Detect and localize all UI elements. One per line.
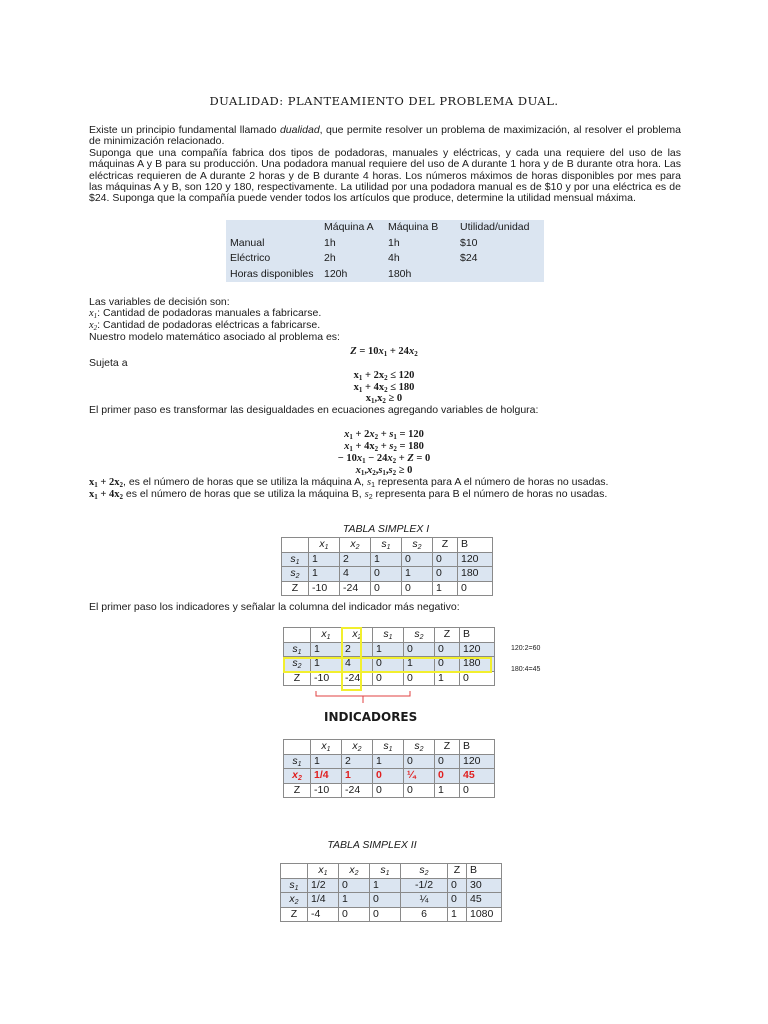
table-cell: -4	[308, 907, 339, 922]
col-header-s2: $s_2$	[401, 864, 448, 879]
table-cell: 0	[435, 642, 460, 657]
row-label-z: Z	[281, 907, 308, 922]
product-cell: 2h	[324, 252, 336, 265]
table-cell: -1/2	[401, 878, 448, 893]
row-label-z: Z	[284, 671, 311, 686]
product-cell: 180h	[388, 267, 412, 280]
product-header-utility: Utilidad/unidad	[460, 221, 530, 234]
col-header-z: Z	[433, 538, 458, 553]
product-cell: 1h	[324, 236, 336, 249]
table-cell: 1	[373, 754, 404, 769]
table-cell: 2	[342, 642, 373, 657]
product-cell: 4h	[388, 252, 400, 265]
product-cell: 120h	[324, 267, 348, 280]
table-cell: 1	[404, 657, 435, 672]
constraint-nonnegative: $x_1,x_2 \ge 0$	[365, 393, 403, 405]
table-cell: ¼	[401, 893, 448, 908]
table-cell: 45	[467, 893, 502, 908]
row-label-header	[282, 538, 309, 553]
row-label-s1: $s_1$	[282, 552, 309, 567]
table-cell: 0	[402, 552, 433, 567]
table-cell: 1	[311, 657, 342, 672]
row-label-z: Z	[282, 581, 309, 596]
col-header-x1: $x_1$	[311, 628, 342, 643]
intro-paragraph-2: Suponga que una compañía fabrica dos tipos de podadoras, manuales y eléctricas, y cada una requiere del uso de las máquinas A y B para su producción. Una podadora manual requiere del uso de A durante 1 hora y de B durante otra hora. Las eléctricas requieren de A durante 2 horas y de B durante 4 horas. Los números máximos de horas disponibles por mes para las máquinas A y B, son 120 y 180, respectivamente. La utilidad por una podadora manual es de $10 y por una eléctrica es de $24. Suponga que la compañía puede vender todos los artículos que produce, determine la utilidad mensual máxima.	[89, 146, 681, 205]
table-cell: 0	[448, 893, 467, 908]
table-cell: 0	[373, 769, 404, 784]
table-cell: 0	[435, 657, 460, 672]
table-cell: 0	[404, 642, 435, 657]
slack-equation-3: − $10x_1 - 24x_2 + Z = 0$	[337, 453, 431, 465]
product-cell: 1h	[388, 236, 400, 249]
table-cell: 1	[373, 642, 404, 657]
row-label-header	[281, 864, 308, 879]
col-header-s1: $s_1$	[370, 864, 401, 879]
table-cell: 0	[435, 769, 460, 784]
table-cell: 180	[460, 657, 495, 672]
constraint-1: $x_1 + 2x_2 \le 120$	[353, 370, 415, 382]
product-cell: Eléctrico	[230, 252, 271, 265]
col-header-x2: $x_2$	[339, 864, 370, 879]
pivot-row-highlight	[283, 657, 492, 673]
table-cell: 30	[467, 878, 502, 893]
col-header-s2: $s_2$	[402, 538, 433, 553]
col-header-x1: $x_1$	[309, 538, 340, 553]
table-cell: 0	[460, 783, 495, 798]
table-cell: 0	[404, 783, 435, 798]
table-cell: 1/4	[311, 769, 342, 784]
product-cell: $10	[460, 236, 478, 249]
table-cell: 1	[402, 567, 433, 582]
intro-paragraph-1: Existe un principio fundamental llamado dualidad, que permite resolver un problema de maximización, al resolver el problema de minimización relacionado.	[89, 124, 681, 148]
table-cell: 2	[342, 754, 373, 769]
col-header-b: B	[460, 740, 495, 755]
explain-line-1: $x_1 + 2x_2$, es el número de horas que se utiliza la máquina A, $s_1$ representa para A el número de horas no usadas.	[89, 476, 609, 489]
table-cell: 0	[458, 581, 493, 596]
table-cell: 1	[309, 552, 340, 567]
col-header-b: B	[460, 628, 495, 643]
product-cell: $24	[460, 252, 478, 265]
table-cell: -24	[340, 581, 371, 596]
model-intro: Nuestro modelo matemático asociado al problema es:	[89, 331, 340, 343]
table-cell: 120	[460, 754, 495, 769]
table-cell: 1	[370, 878, 401, 893]
indicators-label: INDICADORES	[324, 710, 418, 724]
table-cell: 0	[339, 878, 370, 893]
table-cell: 1	[371, 552, 402, 567]
row-label-x2: $x_2$	[284, 769, 311, 784]
page-title: DUALIDAD: PLANTEAMIENTO DEL PROBLEMA DUAL.	[209, 94, 559, 108]
table-cell: 1	[435, 671, 460, 686]
product-header-machine-a: Máquina A	[324, 221, 374, 234]
product-cell	[456, 267, 544, 283]
table-cell: 120	[460, 642, 495, 657]
row-label-s1: $s_1$	[284, 754, 311, 769]
table-cell: 45	[460, 769, 495, 784]
table-cell: 1	[342, 769, 373, 784]
col-header-s1: $s_1$	[373, 740, 404, 755]
slack-equation-2: $x_1 + 4x_2 + s_2 = 180$	[344, 441, 424, 453]
table-cell: 0	[373, 671, 404, 686]
table-cell: 1	[309, 567, 340, 582]
table-cell: 4	[340, 567, 371, 582]
table-cell: 0	[371, 581, 402, 596]
product-header-blank	[226, 220, 320, 236]
explain-line-2: $x_1 + 4x_2$ es el número de horas que se utiliza la máquina B, $s_2$ representa para B el número de horas no usadas.	[89, 488, 608, 501]
col-header-s2: $s_2$	[404, 628, 435, 643]
table-cell: 0	[435, 754, 460, 769]
ratio-note-1: 120:2=60	[511, 645, 541, 652]
col-header-s2: $s_2$	[404, 740, 435, 755]
table-cell: -10	[309, 581, 340, 596]
table-cell: -10	[311, 671, 342, 686]
product-header-machine-b: Máquina B	[388, 221, 439, 234]
objective-equation: $Z = 10x_1 + 24x_2$	[350, 346, 418, 358]
table-cell: 0	[433, 552, 458, 567]
table-cell: 2	[340, 552, 371, 567]
row-label-s2: $s_2$	[282, 567, 309, 582]
table-cell: 0	[371, 567, 402, 582]
product-table	[226, 220, 544, 282]
table-cell: 4	[342, 657, 373, 672]
table-cell: 1	[433, 581, 458, 596]
simplex-table-normalized	[283, 739, 495, 798]
col-header-z: Z	[435, 628, 460, 643]
table-cell: 1/4	[308, 893, 339, 908]
table-cell: 1	[311, 642, 342, 657]
simplex-table-2	[280, 863, 502, 922]
row-label-x2: $x_2$	[281, 893, 308, 908]
table-cell: 1/2	[308, 878, 339, 893]
caption-simplex-1: TABLA SIMPLEX I	[342, 523, 430, 535]
variable-x1: $x_1$: Cantidad de podadoras manuales a fabricarse.	[89, 307, 322, 320]
col-header-x2: $x_2$	[340, 538, 371, 553]
table-cell: 1	[435, 783, 460, 798]
col-header-z: Z	[448, 864, 467, 879]
col-header-x2: $x_2$	[342, 740, 373, 755]
row-label-z: Z	[284, 783, 311, 798]
row-label-s2: $s_2$	[284, 657, 311, 672]
table-cell: 0	[404, 754, 435, 769]
table-cell: 0	[370, 893, 401, 908]
subject-to: Sujeta a	[89, 357, 128, 369]
table-cell: 0	[402, 581, 433, 596]
table-cell: 0	[373, 657, 404, 672]
step-1-text: El primer paso es transformar las desigualdades en ecuaciones agregando variables de holgura:	[89, 404, 539, 416]
slack-equation-1: $x_1 + 2x_2 + s_1 = 120$	[344, 429, 424, 441]
caption-simplex-2: TABLA SIMPLEX II	[327, 839, 417, 851]
product-cell: Manual	[230, 236, 265, 249]
col-header-x1: $x_1$	[311, 740, 342, 755]
intro-text	[89, 125, 681, 205]
col-header-b: B	[458, 538, 493, 553]
table-cell: ¼	[404, 769, 435, 784]
product-cell: Horas disponibles	[230, 267, 314, 280]
table-cell: 1	[311, 754, 342, 769]
row-label-header	[284, 628, 311, 643]
table-cell: 0	[433, 567, 458, 582]
table-cell: 0	[448, 878, 467, 893]
col-header-z: Z	[435, 740, 460, 755]
slack-nonnegative: $x_1,x_2,s_1,s_2 \ge 0$	[355, 465, 413, 477]
table-cell: 0	[404, 671, 435, 686]
row-label-s1: $s_1$	[281, 878, 308, 893]
table-cell: 0	[370, 907, 401, 922]
col-header-s1: $s_1$	[373, 628, 404, 643]
table-cell: 0	[373, 783, 404, 798]
table-cell: 6	[401, 907, 448, 922]
ratio-note-2: 180:4=45	[511, 666, 541, 673]
table-cell: 1080	[467, 907, 502, 922]
table-cell: 180	[458, 567, 493, 582]
table-cell: 0	[460, 671, 495, 686]
col-header-b: B	[467, 864, 502, 879]
col-header-x2: $x_2$	[342, 628, 373, 643]
table-cell: -24	[342, 671, 373, 686]
constraint-2: $x_1 + 4x_2 \le 180$	[353, 382, 415, 394]
table-cell: -24	[342, 783, 373, 798]
table-cell: -10	[311, 783, 342, 798]
table-cell: 1	[448, 907, 467, 922]
col-header-x1: $x_1$	[308, 864, 339, 879]
step-2-text: El primer paso los indicadores y señalar la columna del indicador más negativo:	[89, 601, 460, 613]
simplex-table-1	[281, 537, 493, 596]
table-cell: 1	[339, 893, 370, 908]
table-cell: 120	[458, 552, 493, 567]
row-label-s1: $s_1$	[284, 642, 311, 657]
variable-x2: $x_2$: Cantidad de podadoras eléctricas a fabricarse.	[89, 319, 321, 332]
row-label-header	[284, 740, 311, 755]
col-header-s1: $s_1$	[371, 538, 402, 553]
variables-intro: Las variables de decisión son:	[89, 296, 230, 308]
indicator-bracket	[314, 690, 414, 704]
table-cell: 0	[339, 907, 370, 922]
